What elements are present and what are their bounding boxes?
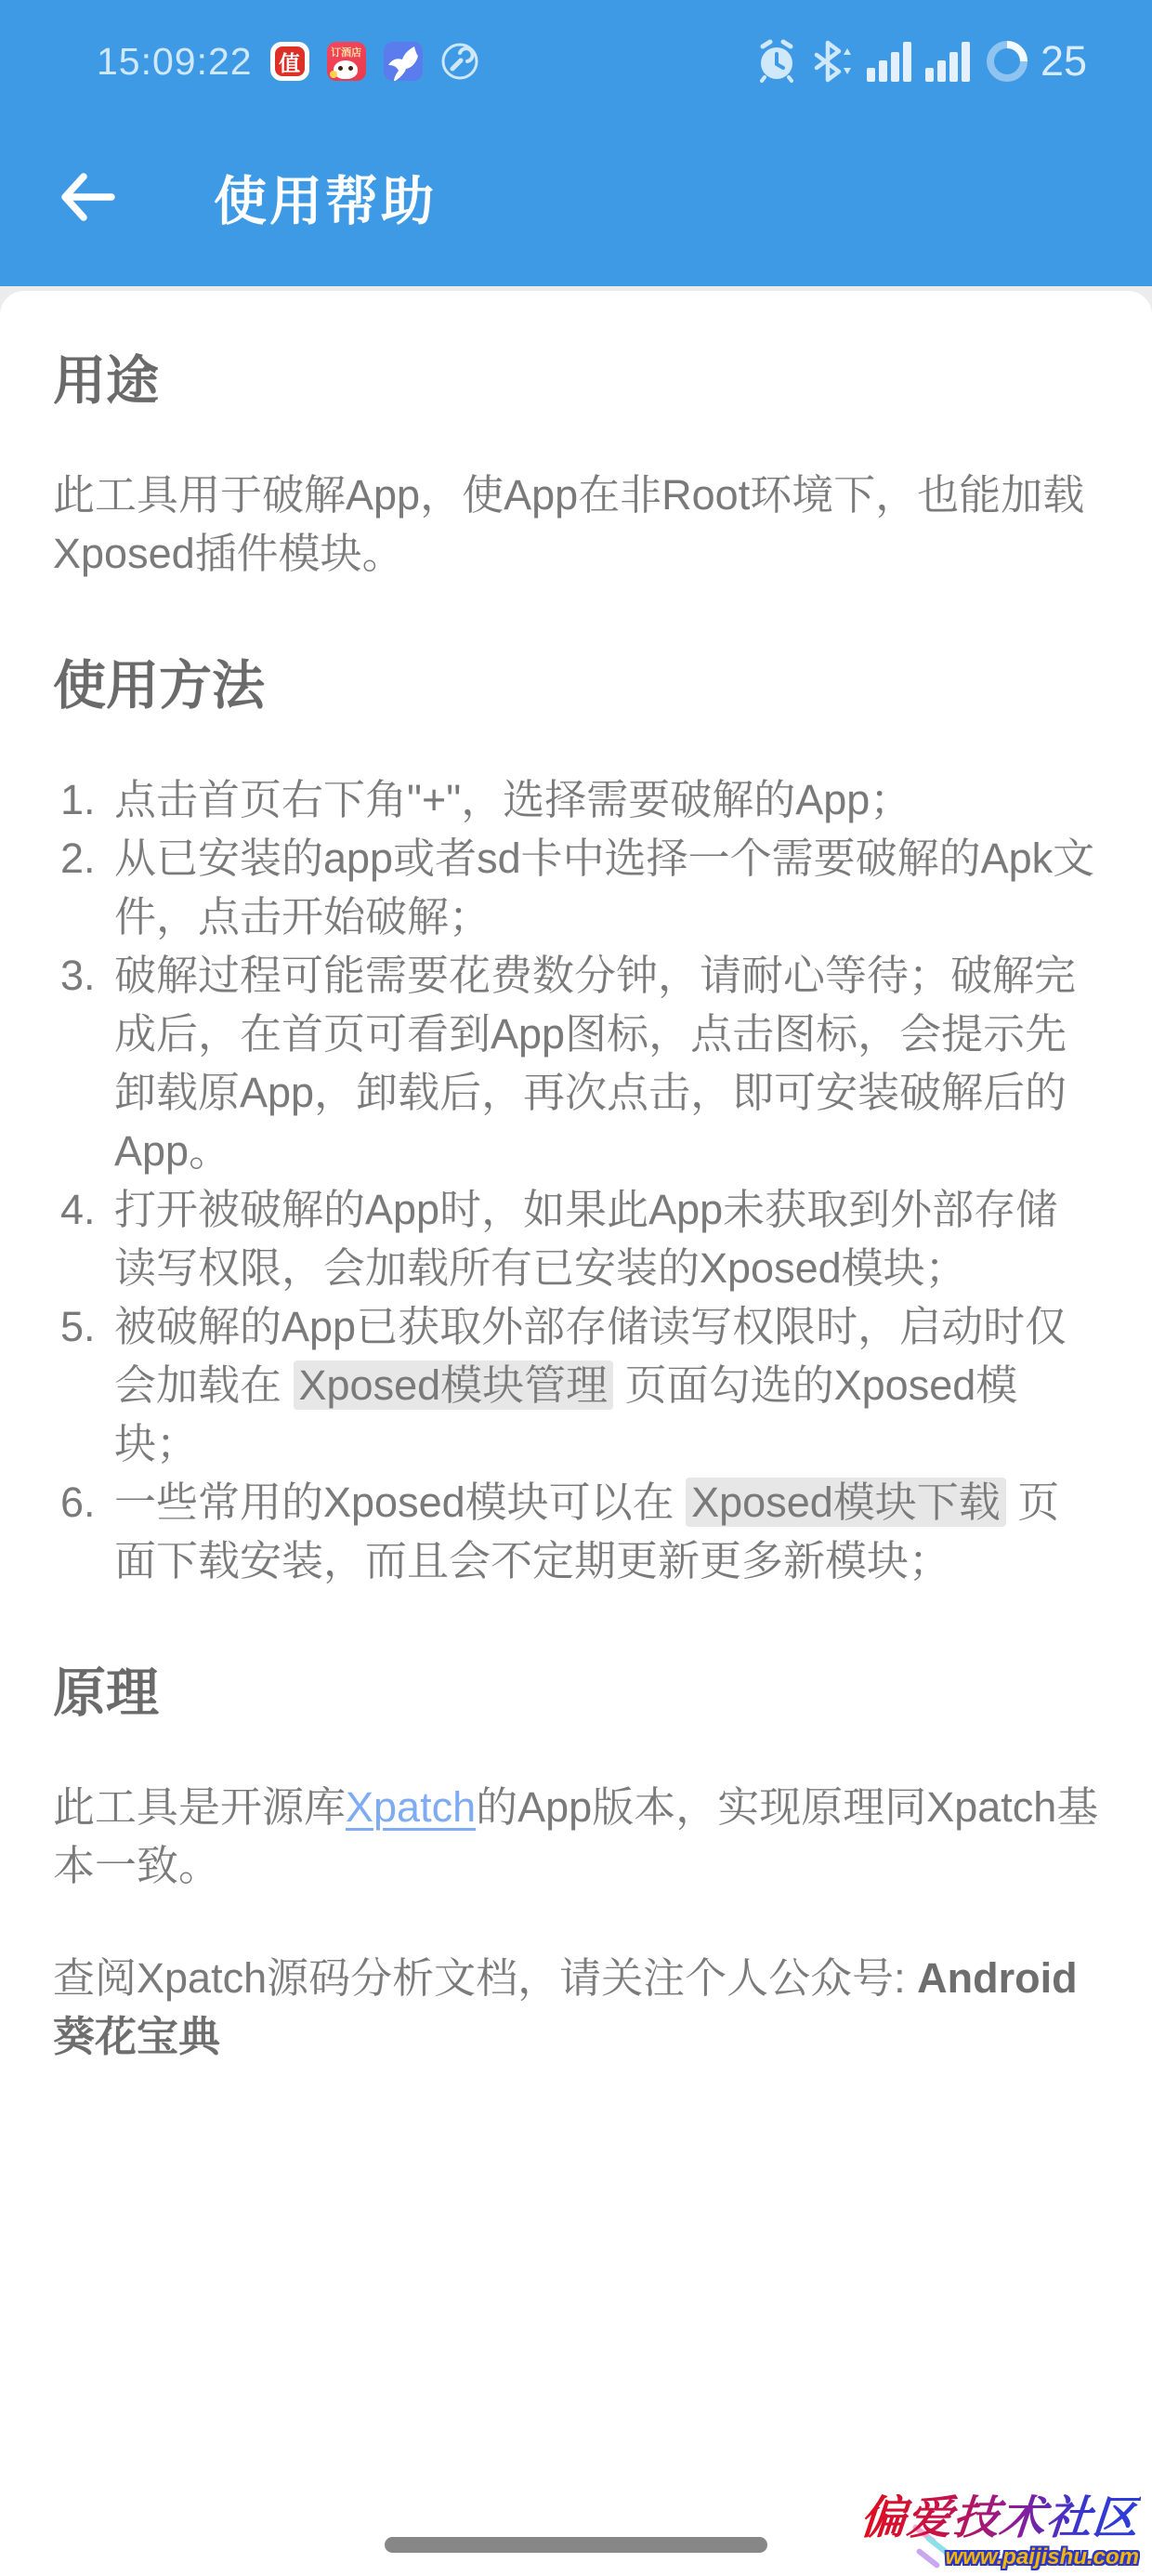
back-arrow-icon [58,170,115,224]
wrench-badge-icon [440,42,479,81]
list-item [107,1297,1099,1473]
clock-text: 15:09:22 [97,39,253,83]
hotel-coin-icon [330,71,337,78]
section-heading: 用途 [53,351,159,411]
bold-text: Android葵花宝典 [53,1954,1078,2060]
text-run: 查阅Xpatch源码分析文档，请关注个人公众号: [53,1954,918,2002]
battery-percent-text: 25 [1040,37,1087,85]
inline-code: Xposed模块管理 [294,1360,614,1410]
page-title: 使用帮助 [214,172,437,231]
bird-glyph-icon [384,42,423,81]
zhi-app-icon [270,42,309,81]
hotel-mascot-icon [334,60,358,79]
bird-app-icon [384,42,423,81]
section-heading: 使用方法 [53,656,265,716]
list-item [107,1180,1099,1297]
app-bar [0,108,1152,286]
list-item [107,946,1099,1180]
help-sections [53,350,1099,2066]
text-run: 一些常用的Xposed模块可以在 [114,1479,687,1526]
text-run: 破解过程可能需要花费数分钟，请耐心等待；破解完成后，在首页可看到App图标，点击图标，会提示先卸载原App，卸载后，再次点击，即可安装破解后的App。 [114,952,1077,1175]
steps-list [53,770,1099,1590]
wrench-glyph-icon [440,42,479,81]
text-run: 的App版本，实现原理同Xpatch基本一致。 [53,1783,1099,1889]
signal-icon-sim2 [925,41,970,82]
text-run: 被破解的App已获取外部存储读写权限时，启动时仅会加载在 [114,1303,1067,1409]
alarm-icon [755,39,798,84]
section-heading: 原理 [53,1663,159,1723]
header [0,0,1152,286]
zhi-app-icon-label: 值 [275,46,305,76]
paragraph [53,1949,1099,2066]
text-run: 页面勾选的Xposed模块； [114,1361,1018,1467]
list-item [107,1473,1099,1590]
signal-icon-sim1 [867,41,911,82]
content-background [0,286,1152,2576]
hotel-app-icon-label: 订酒店 [331,47,362,59]
text-run: 此工具是开源库 [53,1783,347,1831]
watermark [857,2493,1142,2570]
status-bar-right [755,37,1087,85]
list-item [107,829,1099,946]
bluetooth-icon [812,38,853,85]
text-run: 打开被破解的App时，如果此App未获取到外部存储读写权限，会加载所有已安装的Xposed模块； [114,1186,1058,1292]
watermark-url: www.paijishu.com [945,2544,1139,2569]
back-button[interactable] [58,160,132,234]
help-document [0,291,1152,2576]
status-bar [0,0,1152,108]
battery-ring-icon [984,38,1030,85]
status-bar-left [97,40,479,84]
list-item [107,770,1099,829]
inline-code: Xposed模块下载 [686,1478,1006,1527]
text-run: 从已安装的app或者sd卡中选择一个需要破解的Apk文件，点击开始破解； [114,835,1095,940]
hotel-app-icon [327,42,366,81]
text-run: 点击首页右下角"+"，选择需要破解的App； [114,776,912,823]
paragraph [53,466,1099,583]
paragraph [53,1778,1099,1895]
xpatch-link[interactable]: Xpatch [346,1783,477,1831]
text-run: 此工具用于破解App，使App在非Root环境下，也能加载Xposed插件模块。 [53,471,1085,577]
text-run: 页面下载安装，而且会不定期更新更多新模块； [114,1479,1060,1584]
watermark-title: 偏爱技术社区 [857,2493,1142,2544]
home-indicator[interactable] [385,2537,767,2553]
